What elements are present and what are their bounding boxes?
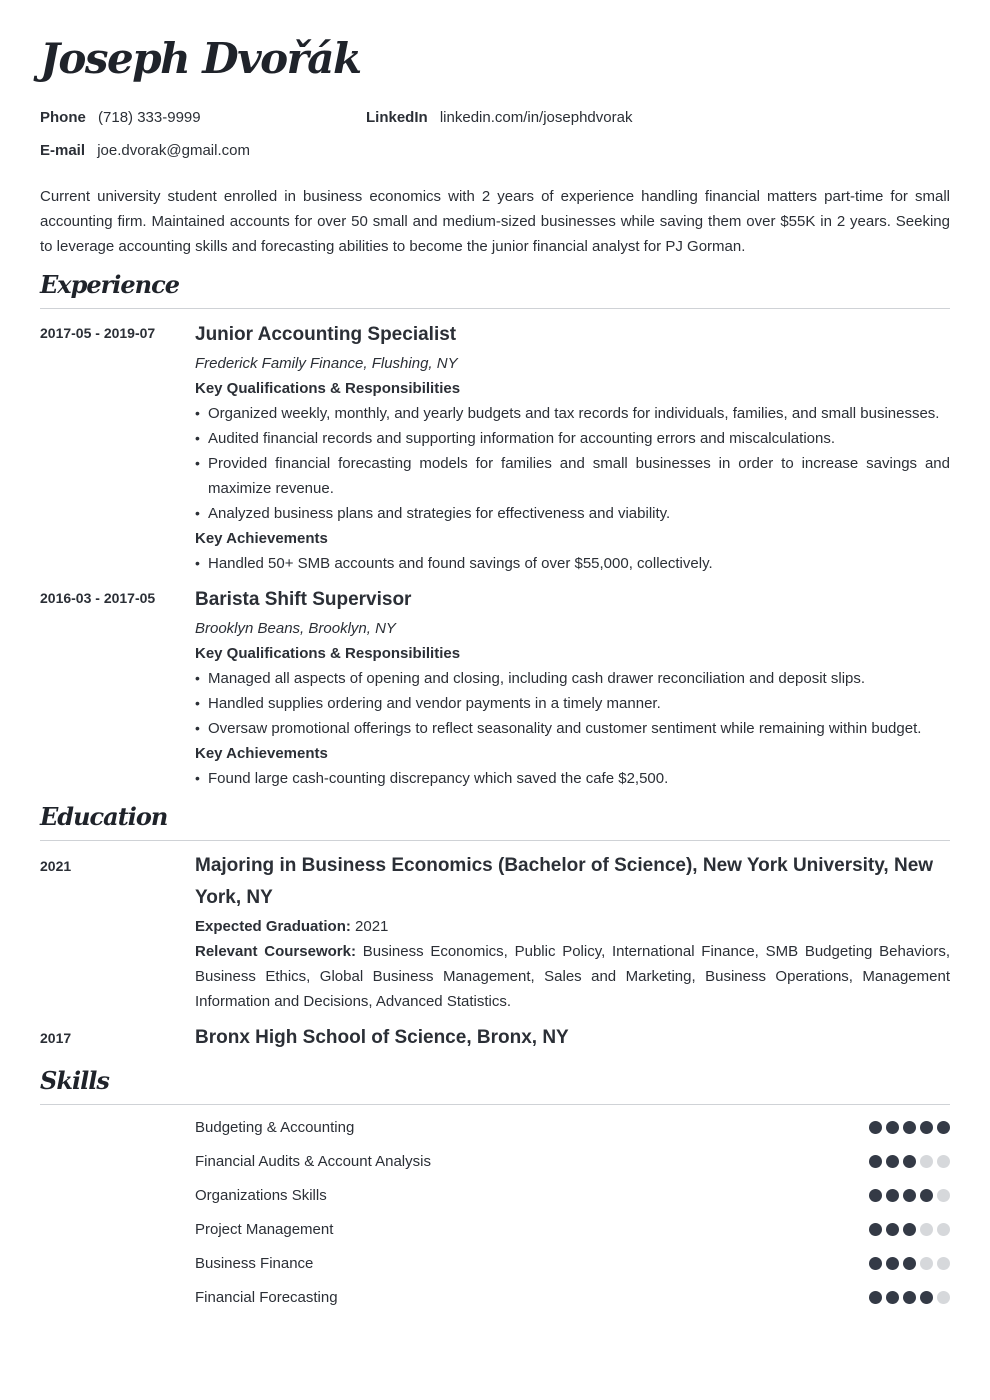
rating-dot-filled bbox=[886, 1291, 899, 1304]
rating-dot-empty bbox=[920, 1223, 933, 1236]
skill-name: Business Finance bbox=[195, 1255, 314, 1272]
phone-row bbox=[40, 109, 201, 126]
education-year: 2021 bbox=[40, 858, 72, 874]
rating-dot-filled bbox=[903, 1155, 916, 1168]
list-item: • Managed all aspects of opening and closing, including cash drawer reconciliation and deposit slips. bbox=[195, 666, 950, 691]
skill-rating bbox=[869, 1257, 950, 1270]
skill-rating bbox=[869, 1223, 950, 1236]
rating-dot-filled bbox=[903, 1291, 916, 1304]
skill-row bbox=[195, 1116, 950, 1140]
rating-dot-filled bbox=[937, 1121, 950, 1134]
rating-dot-filled bbox=[903, 1121, 916, 1134]
rating-dot-filled bbox=[869, 1223, 882, 1236]
skill-row bbox=[195, 1184, 950, 1208]
skill-row bbox=[195, 1150, 950, 1174]
list-item: • Audited financial records and supporting information for accounting errors and miscalculations. bbox=[195, 426, 950, 451]
experience-dates: 2016-03 - 2017-05 bbox=[40, 590, 156, 606]
responsibilities-heading: Key Qualifications & Responsibilities bbox=[195, 380, 461, 397]
expected-graduation bbox=[195, 914, 950, 939]
list-item: • Analyzed business plans and strategies for effectiveness and viability. bbox=[195, 501, 950, 526]
linkedin-link[interactable]: linkedin.com/in/josephdvorak bbox=[439, 109, 633, 126]
list-item: • Organized weekly, monthly, and yearly budgets and tax records for individuals, families, and small businesses. bbox=[195, 401, 950, 426]
rating-dot-empty bbox=[937, 1223, 950, 1236]
skill-name: Financial Forecasting bbox=[195, 1289, 338, 1306]
rating-dot-filled bbox=[903, 1257, 916, 1270]
job-title: Junior Accounting Specialist bbox=[195, 324, 457, 345]
skill-rating bbox=[869, 1121, 950, 1134]
linkedin-row bbox=[366, 109, 632, 126]
education-body bbox=[195, 850, 950, 1014]
skill-rating bbox=[869, 1189, 950, 1202]
skill-name: Organizations Skills bbox=[195, 1187, 327, 1204]
linkedin-label: LinkedIn bbox=[366, 109, 428, 126]
list-item: • Provided financial forecasting models for families and small businesses in order to increase savings and maximize revenue. bbox=[195, 451, 950, 501]
responsibilities-list bbox=[195, 401, 950, 526]
list-item: • Found large cash-counting discrepancy which saved the cafe $2,500. bbox=[195, 766, 950, 791]
rating-dot-filled bbox=[869, 1121, 882, 1134]
experience-body bbox=[195, 588, 950, 791]
experience-body bbox=[195, 323, 950, 576]
rating-dot-empty bbox=[920, 1257, 933, 1270]
relevant-coursework bbox=[195, 939, 950, 1014]
rating-dot-filled bbox=[886, 1155, 899, 1168]
email-link[interactable]: joe.dvorak@gmail.com bbox=[97, 142, 250, 159]
achievements-list bbox=[195, 766, 950, 791]
expected-graduation-value: 2021 bbox=[355, 918, 389, 935]
experience-heading: Experience bbox=[40, 270, 950, 309]
skill-rating bbox=[869, 1291, 950, 1304]
phone-label: Phone bbox=[40, 109, 86, 126]
skill-name: Budgeting & Accounting bbox=[195, 1119, 355, 1136]
candidate-name: Joseph Dvořák bbox=[40, 34, 361, 83]
expected-graduation-label: Expected Graduation: bbox=[195, 918, 351, 935]
achievements-heading: Key Achievements bbox=[195, 745, 328, 762]
phone-value: (718) 333-9999 bbox=[98, 109, 201, 126]
list-item: • Handled supplies ordering and vendor payments in a timely manner. bbox=[195, 691, 950, 716]
achievements-list bbox=[195, 551, 950, 576]
rating-dot-filled bbox=[886, 1189, 899, 1202]
rating-dot-filled bbox=[920, 1189, 933, 1202]
rating-dot-filled bbox=[903, 1223, 916, 1236]
coursework-label: Relevant Coursework: bbox=[195, 943, 356, 960]
skill-row bbox=[195, 1218, 950, 1242]
skill-rating bbox=[869, 1155, 950, 1168]
company-name: Brooklyn Beans, Brooklyn, NY bbox=[195, 620, 396, 637]
skill-row bbox=[195, 1252, 950, 1276]
responsibilities-heading: Key Qualifications & Responsibilities bbox=[195, 645, 461, 662]
responsibilities-list bbox=[195, 666, 950, 741]
rating-dot-filled bbox=[903, 1189, 916, 1202]
experience-dates: 2017-05 - 2019-07 bbox=[40, 325, 156, 341]
rating-dot-filled bbox=[869, 1189, 882, 1202]
skills-heading: Skills bbox=[40, 1066, 950, 1105]
email-label: E-mail bbox=[40, 142, 86, 159]
education-heading: Education bbox=[40, 802, 950, 841]
rating-dot-filled bbox=[869, 1257, 882, 1270]
rating-dot-filled bbox=[886, 1257, 899, 1270]
degree-title: Majoring in Business Economics (Bachelor of Science), New York University, New York, NY bbox=[195, 855, 934, 908]
rating-dot-filled bbox=[920, 1291, 933, 1304]
skill-name: Project Management bbox=[195, 1221, 334, 1238]
summary-paragraph: Current university student enrolled in business economics with 2 years of experience handling financial matters part-time for small accounting firm. Maintained accounts for over 50 small and medium-sized businesses while saving them over $55K in 2 years. Seeking to leverage accounting skills and forecasting abilities to become the junior financial analyst for PJ Gorman. bbox=[40, 188, 950, 255]
email-row bbox=[40, 142, 250, 159]
coursework-value: Business Economics, Public Policy, International Finance, SMB Budgeting Behaviors, Business Ethics, Global Business Management, Sales and Marketing, Business Operations, Management Information and Decisions, Advanced Statistics. bbox=[195, 943, 950, 1010]
skill-name: Financial Audits & Account Analysis bbox=[195, 1153, 431, 1170]
skill-row bbox=[195, 1286, 950, 1310]
job-title: Barista Shift Supervisor bbox=[195, 589, 412, 610]
education-year: 2017 bbox=[40, 1030, 72, 1046]
education-body bbox=[195, 1022, 950, 1054]
rating-dot-filled bbox=[886, 1121, 899, 1134]
school-title: Bronx High School of Science, Bronx, NY bbox=[195, 1027, 569, 1048]
rating-dot-filled bbox=[920, 1121, 933, 1134]
rating-dot-empty bbox=[920, 1155, 933, 1168]
rating-dot-empty bbox=[937, 1257, 950, 1270]
rating-dot-empty bbox=[937, 1291, 950, 1304]
rating-dot-empty bbox=[937, 1189, 950, 1202]
rating-dot-empty bbox=[937, 1155, 950, 1168]
rating-dot-filled bbox=[886, 1223, 899, 1236]
rating-dot-filled bbox=[869, 1291, 882, 1304]
achievements-heading: Key Achievements bbox=[195, 530, 328, 547]
list-item: • Handled 50+ SMB accounts and found savings of over $55,000, collectively. bbox=[195, 551, 950, 576]
company-name: Frederick Family Finance, Flushing, NY bbox=[195, 355, 458, 372]
list-item: • Oversaw promotional offerings to reflect seasonality and customer sentiment while remaining within budget. bbox=[195, 716, 950, 741]
rating-dot-filled bbox=[869, 1155, 882, 1168]
